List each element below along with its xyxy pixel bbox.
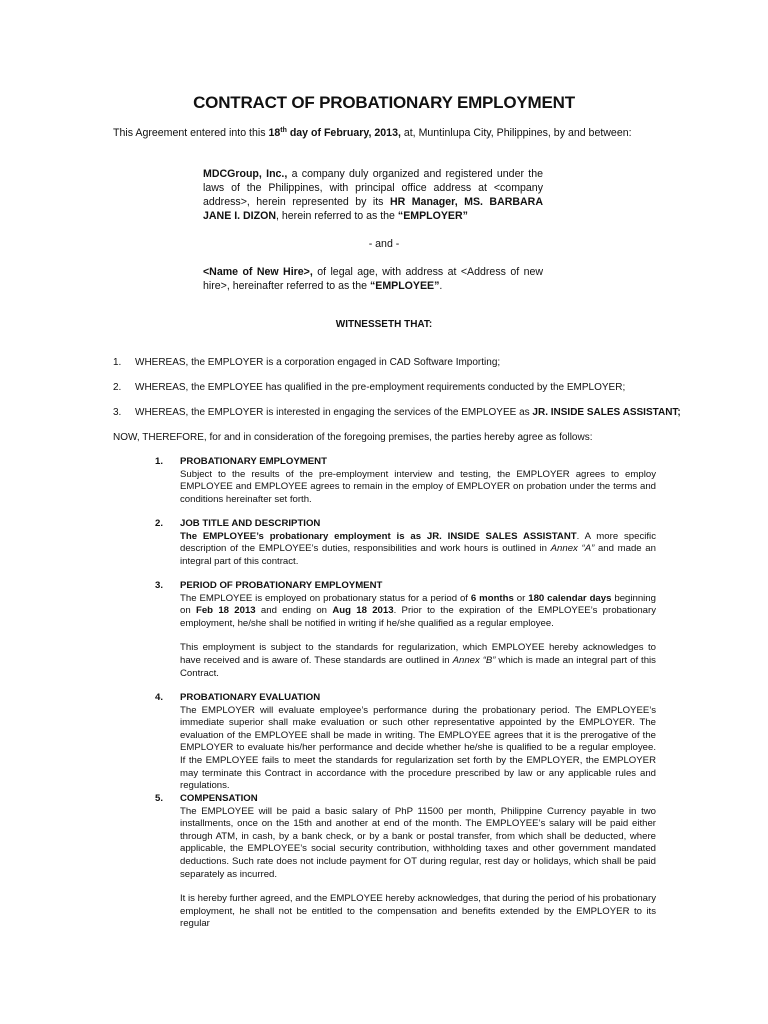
- intro-date: day of February, 2013,: [286, 127, 401, 139]
- section-body: [180, 806, 656, 931]
- section-number: 3.: [155, 580, 164, 591]
- witnesseth-heading: WITNESSETH THAT:: [335, 319, 433, 330]
- section-heading: JOB TITLE AND DESCRIPTION: [180, 518, 321, 529]
- period-text: and ending on: [255, 605, 333, 617]
- period-months: 6 months: [470, 592, 514, 604]
- section-body: [180, 705, 656, 793]
- period-days: 180 calendar days: [528, 592, 612, 604]
- annex-a-reference: Annex “A”: [550, 543, 595, 555]
- now-therefore-paragraph: NOW, THEREFORE, for and in consideration of the foregoing premises, the parties hereby agree as follows:: [113, 432, 593, 443]
- intro-day-number: 18: [268, 127, 281, 139]
- annex-b-reference: Annex “B”: [452, 654, 496, 666]
- whereas-number: 2.: [113, 382, 122, 393]
- job-title-statement: The EMPLOYEE’s probationary employment is as JR. INSIDE SALES ASSISTANT: [180, 530, 577, 542]
- intro-paragraph: [113, 127, 632, 139]
- period-text: or: [513, 592, 529, 604]
- regularization-text-end: which is made an integral part of this Contract.: [180, 654, 656, 679]
- whereas-number: 3.: [113, 407, 122, 418]
- whereas-text: WHEREAS, the EMPLOYER is a corporation engaged in CAD Software Importing;: [135, 357, 501, 368]
- section-number: 5.: [155, 793, 164, 804]
- section-text: [180, 642, 656, 680]
- whereas-item: [113, 407, 681, 418]
- section-number: 4.: [155, 692, 164, 703]
- intro-text: This Agreement entered into this: [113, 127, 269, 139]
- section-text: The EMPLOYER will evaluate employee’s performance during the probationary period. The EMPLOYEE’s immediate superior shall make evaluation or such other representative appointed by the EMPLOYER. The evaluation of the EMPLOYEE shall be made in writing. The EMPLOYEE agrees that it is the prerogative of the EMPLOYER to evaluate his/her performance and decide whether he/she is qualified to be a regular employee. If the EMPLOYEE fails to meet the standards for regularization set forth by the EMPLOYER, the EMPLOYER may terminate this Contract in accordance with the procedure prescribed by law or any applicable rules and regulations.: [180, 704, 656, 792]
- employee-name: <Name of New Hire>,: [203, 266, 313, 278]
- section-number: 2.: [155, 518, 164, 529]
- employer-referred-text: , herein referred to as the: [276, 210, 398, 222]
- intro-day-suffix: th: [280, 127, 287, 134]
- employee-period: .: [439, 280, 443, 292]
- section-body: [180, 531, 656, 569]
- section-period: [155, 580, 656, 680]
- employer-role: “EMPLOYER”: [397, 210, 468, 222]
- section-heading: COMPENSATION: [180, 793, 258, 804]
- period-text: The EMPLOYEE is employed on probationary status for a period of: [180, 592, 471, 604]
- whereas-text: WHEREAS, the EMPLOYEE has qualified in the pre-employment requirements conducted by the EMPLOYER;: [135, 382, 626, 393]
- employer-party-block: [203, 167, 543, 223]
- period-text: beginning on: [180, 592, 656, 617]
- employer-description: a company duly organized and registered under the laws of the Philippines, with principal office address at <company address>, herein represented by its: [203, 168, 543, 208]
- whereas-number: 1.: [113, 357, 122, 368]
- section-body: [180, 469, 656, 507]
- section-heading: PROBATIONARY EMPLOYMENT: [180, 456, 327, 467]
- section-text: The EMPLOYEE will be paid a basic salary of PhP 11500 per month, Philippine Currency payable in two installments, once on the 15th and another at end of the month. The EMPLOYEE’s salary will be paid either through ATM, in cash, by a bank check, or by a bank or postal transfer, from which shall be deducted, where applicable, the EMPLOYEE’s social security contribution, withholding taxes and other government mandated deductions. Such rate does not include payment for OT during regular, rest day or holidays, which shall be paid separately as incurred.: [180, 805, 656, 880]
- page-title: CONTRACT OF PROBATIONARY EMPLOYMENT: [193, 93, 575, 112]
- section-text: It is hereby further agreed, and the EMPLOYEE hereby acknowledges, that during the period of his probationary employment, he shall not be entitled to the compensation and benefits extended by the EMPLOYER to its regular: [180, 893, 656, 930]
- period-start-date: Feb 18 2013: [195, 605, 256, 617]
- employee-party-block: [203, 265, 543, 293]
- job-description-text: . A more specific description of the EMPLOYEE’s duties, responsibilities and work hours is outlined in: [180, 530, 656, 555]
- section-text: [180, 593, 656, 631]
- section-heading: PROBATIONARY EVALUATION: [180, 692, 321, 703]
- section-evaluation: [155, 692, 656, 793]
- section-probationary-employment: [155, 456, 656, 506]
- employer-company-name: MDCGroup, Inc.,: [203, 168, 288, 180]
- employee-description: of legal age, with address at <Address of new hire>, hereinafter referred to as the: [203, 266, 543, 292]
- whereas-item: [113, 357, 500, 368]
- period-text: . Prior to the expiration of the EMPLOYEE’s probationary employment, he/she shall be notified in writing if he/she qualified as a regular employee.: [180, 605, 657, 629]
- section-text: Subject to the results of the pre-employment interview and testing, the EMPLOYER agrees to employ EMPLOYEE and EMPLOYEE agrees to remain in the employ of EMPLOYER on probation under the terms and conditions hereinafter set forth.: [180, 468, 656, 505]
- employer-representative: HR Manager, MS. BARBARA JANE I. DIZON: [203, 196, 543, 222]
- and-separator: - and -: [368, 238, 400, 250]
- section-heading: PERIOD OF PROBATIONARY EMPLOYMENT: [180, 580, 383, 591]
- period-end-date: Aug 18 2013: [332, 605, 394, 617]
- employee-role: “EMPLOYEE”: [369, 280, 440, 292]
- intro-place: at, Muntinlupa City, Philippines, by and between:: [400, 127, 632, 139]
- whereas-text: WHEREAS, the EMPLOYER is interested in engaging the services of the EMPLOYEE as: [135, 407, 533, 418]
- section-compensation: [155, 793, 656, 931]
- intro-day: [268, 127, 400, 139]
- section-text: [180, 531, 656, 569]
- job-description-end: and made an integral part of this contract.: [180, 543, 656, 567]
- regularization-text: This employment is subject to the standards for regularization, which EMPLOYEE hereby acknowledges to have received and is aware of. These standards are outlined in: [180, 642, 656, 666]
- whereas-job-title: JR. INSIDE SALES ASSISTANT;: [532, 407, 681, 418]
- section-number: 1.: [155, 456, 164, 467]
- section-job-title: [155, 518, 656, 568]
- whereas-item: [113, 382, 625, 393]
- section-body: [180, 593, 656, 681]
